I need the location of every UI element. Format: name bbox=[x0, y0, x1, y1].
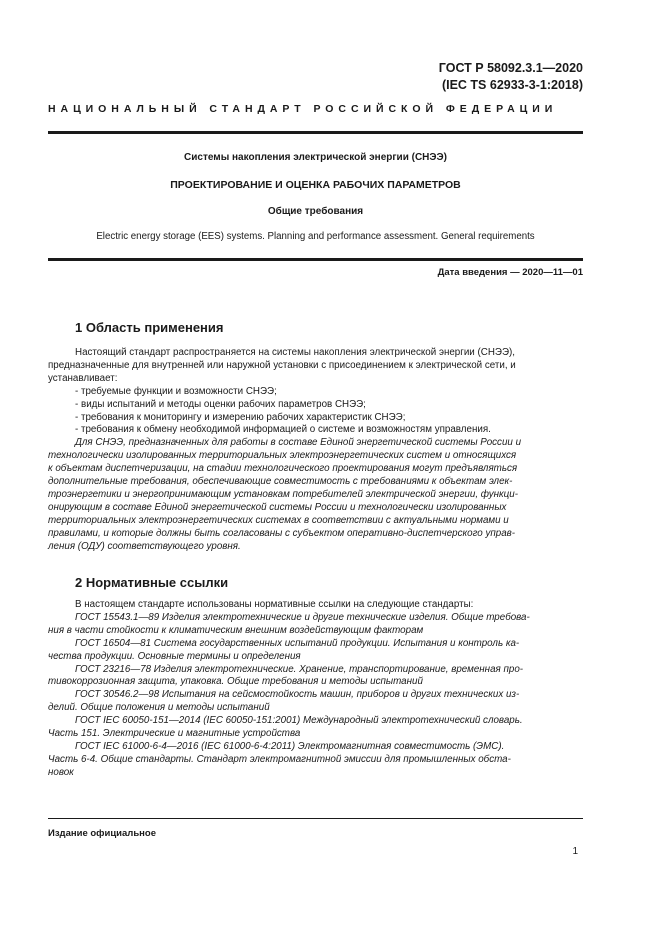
note-line: технологически изолированных территориальных электроэнергетических систем и относящихся bbox=[48, 450, 517, 462]
requirements-list bbox=[48, 386, 583, 438]
list-item: - требования к мониторингу и измерению рабочих характеристик СНЭЭ; bbox=[48, 412, 583, 425]
paragraph-line: устанавливает: bbox=[48, 372, 118, 384]
page-number: 1 bbox=[572, 846, 578, 857]
reference-line: ГОСТ IEC 61000-6-4—2016 (IEC 61000-6-4:2011) Электромагнитная совместимость (ЭМС). bbox=[75, 740, 505, 752]
reference-line: ГОСТ IEC 60050-151—2014 (IEC 60050-151:2001) Международный электротехнический словарь. bbox=[75, 715, 523, 727]
note-line: троэнергетики и энергопринимающим установкам потребителей электрической энергии, функци- bbox=[48, 488, 518, 500]
introduction-date: Дата введения — 2020—11—01 bbox=[437, 267, 583, 278]
reference-line: ГОСТ 16504—81 Система государственных испытаний продукции. Испытания и контроль ка- bbox=[75, 637, 520, 649]
reference-line: новок bbox=[48, 766, 74, 778]
title-line-2: ПРОЕКТИРОВАНИЕ И ОЦЕНКА РАБОЧИХ ПАРАМЕТРОВ bbox=[170, 179, 461, 191]
note-line: территориальных электроэнергетических системах в соответствии с актуальными нормами и bbox=[48, 514, 509, 526]
standard-designation bbox=[439, 60, 583, 94]
title-line-1: Системы накопления электрической энергии (СНЭЭ) bbox=[184, 152, 447, 163]
reference-line: Часть 151. Электрические и магнитные устройства bbox=[48, 728, 301, 740]
note-line: к объектам диспетчеризации, на стадии технологического проектирования могут предъявляться bbox=[48, 463, 518, 475]
section-1-heading: 1 Область применения bbox=[75, 320, 224, 335]
reference-line: ГОСТ 15543.1—89 Изделия электротехнические и другие технические изделия. Общие требова- bbox=[75, 611, 530, 623]
edition-label: Издание официальное bbox=[48, 828, 156, 839]
reference-line: ГОСТ 30546.2—98 Испытания на сейсмостойкость машин, приборов и других технических из- bbox=[75, 689, 520, 701]
reference-line: делий. Общие положения и методы испытаний bbox=[48, 702, 270, 714]
section-1-body bbox=[48, 347, 583, 554]
note-line: дополнительные требования, обеспечивающие совместимость с требованиями к объектам элек- bbox=[48, 476, 513, 488]
note-line: онирующим в составе Единой энергетической системы России и технологически изолированных bbox=[48, 501, 507, 513]
reference-line: ния в части стойкости к климатическим внешним воздействующим факторам bbox=[48, 624, 424, 636]
paragraph-line: В настоящем стандарте использованы нормативные ссылки на следующие стандарты: bbox=[75, 599, 474, 610]
list-item: - требуемые функции и возможности СНЭЭ; bbox=[48, 386, 583, 399]
note-line: правилами, и которые должны быть согласованы с субъектом оперативно-диспетчерского управ- bbox=[48, 527, 516, 539]
iec-code: (IEC TS 62933-3-1:2018) bbox=[441, 78, 583, 92]
reference-line: Часть 6-4. Общие стандарты. Стандарт электромагнитной эмиссии для промышленных обста- bbox=[48, 753, 511, 765]
footer-rule bbox=[48, 818, 583, 819]
note-line: ления (ОДУ) соответствующего уровня. bbox=[48, 540, 241, 552]
note-line: Для СНЭЭ, предназначенных для работы в составе Единой энергетической системы России и bbox=[75, 437, 522, 449]
reference-line: тивокоррозионная защита, упаковка. Общие требования и методы испытаний bbox=[48, 676, 423, 688]
reference-line: чества продукции. Основные термины и определения bbox=[48, 650, 301, 662]
gost-code: ГОСТ Р 58092.3.1—2020 bbox=[438, 61, 583, 75]
title-rule bbox=[48, 258, 583, 261]
list-item: - требования к обмену необходимой информацией о системе и возможностям управления. bbox=[48, 424, 583, 437]
section-2-heading: 2 Нормативные ссылки bbox=[75, 575, 229, 590]
reference-line: ГОСТ 23216—78 Изделия электротехнические. Хранение, транспортирование, временная про- bbox=[75, 663, 524, 675]
header-rule bbox=[48, 131, 583, 134]
paragraph-line: предназначенные для внутренней или наружной установки с присоединением к электрической сети, и bbox=[48, 359, 516, 371]
national-standard-banner: НАЦИОНАЛЬНЫЙ СТАНДАРТ РОССИЙСКОЙ ФЕДЕРАЦИИ bbox=[48, 103, 558, 115]
section-2-body bbox=[48, 599, 583, 780]
title-line-3: Общие требования bbox=[267, 206, 364, 217]
paragraph-line: Настоящий стандарт распространяется на системы накопления электрической энергии (СНЭЭ), bbox=[75, 347, 515, 358]
list-item: - виды испытаний и методы оценки рабочих параметров СНЭЭ; bbox=[48, 399, 583, 412]
title-english: Electric energy storage (EES) systems. Planning and performance assessment. General requirements bbox=[96, 231, 535, 242]
